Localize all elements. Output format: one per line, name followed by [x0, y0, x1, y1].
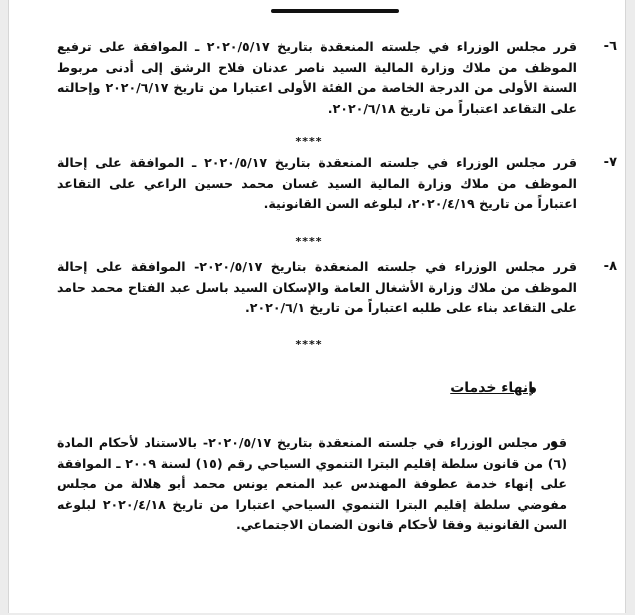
item-number: ٦-	[603, 39, 617, 54]
decision-item-6	[57, 37, 617, 119]
item-number: ٨-	[603, 259, 617, 274]
termination-paragraph: قرر مجلس الوزراء في جلسته المنعقدة بتاريخ ٢٠٢٠/٥/١٧- بالاستناد لأحكام المادة (٦) من قانون سلطة إقليم البترا التنموي السياحي رقم (١٥) لسنة ٢٠٠٩ ـ الموافقة على إنهاء خدمة عطوفة المهندس عبد المنعم يونس محمد أبو هلالة من مجلس مفوضي سلطة إقليم البترا التنموي السياحي اعتبارا من تاريخ ٢٠٢٠/٤/١٨ لبلوغه السن القانونية وفقا لأحكام قانون الضمان الاجتماعي.	[57, 435, 567, 532]
separator: ****	[295, 235, 323, 248]
item-text: قرر مجلس الوزراء في جلسته المنعقدة بتاريخ ٢٠٢٠/٥/١٧ ـ الموافقة على ترفيع الموظف من ملاك وزارة المالية السيد ناصر عدنان فلاح الرشق إلى أدنى مربوط السنة الأولى من الدرجة الخاصة من الفئة الأولى اعتبارا من تاريخ ٢٠٢٠/٦/١٧ وإحالته على التقاعد اعتباراً من تاريخ ٢٠٢٠/٦/١٨.	[57, 39, 578, 116]
separator: ****	[295, 135, 323, 148]
decision-item-7	[57, 153, 617, 215]
item-text: قرر مجلس الوزراء في جلسته المنعقدة بتاريخ ٢٠٢٠/٥/١٧- الموافقة على إحالة الموظف من ملاك وزارة الأشغال العامة والإسكان السيد باسل عبد الفتاح محمد حامد على التقاعد بناء على طلبه اعتباراً من تاريخ ٢٠٢٠/٦/١.	[57, 259, 577, 315]
separator: ****	[295, 338, 323, 351]
item-text: قرر مجلس الوزراء في جلسته المنعقدة بتاريخ ٢٠٢٠/٥/١٧ ـ الموافقة على إحالة الموظف من ملاك وزارة المالية السيد غسان محمد حسين الراعي على التقاعد اعتباراً من تاريخ ٢٠٢٠/٤/١٩، لبلوغه السن القانونية.	[57, 155, 577, 211]
section-title: إنهاء خدمات	[450, 380, 533, 396]
document-page	[8, 0, 626, 613]
decision-item-8	[57, 257, 617, 319]
item-number: ٧-	[603, 155, 617, 170]
top-rule	[271, 9, 399, 13]
